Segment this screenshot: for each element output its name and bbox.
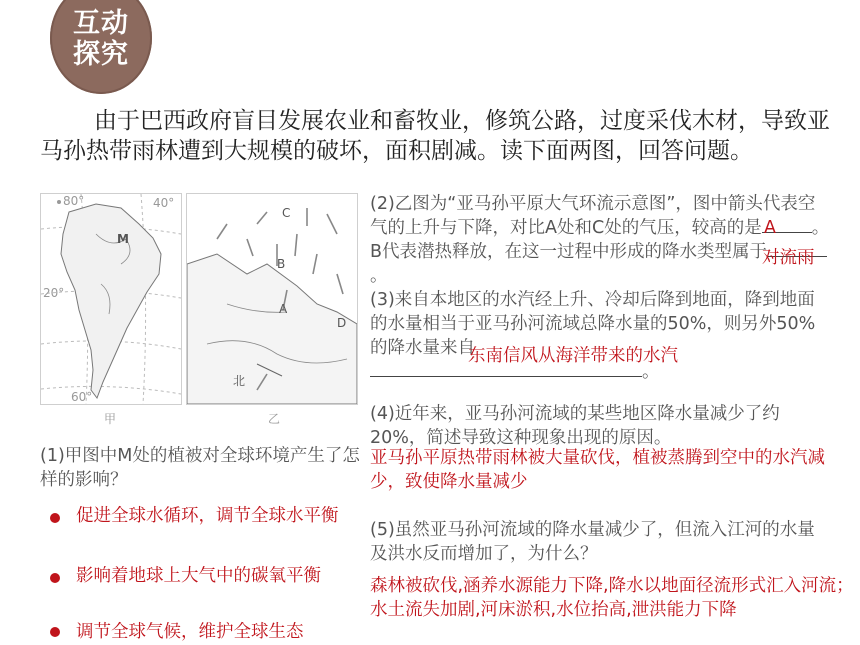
q2-part-3: 。 — [370, 266, 388, 286]
q1-bullet-1: 促进全球水循环，调节全球水平衡 — [76, 506, 339, 526]
lat-60-label: 60° — [71, 390, 93, 404]
north-label: 北 — [233, 374, 246, 388]
question-2 — [370, 192, 832, 288]
badge-title — [50, 8, 152, 70]
map-jia-caption: 甲 — [104, 412, 117, 426]
q2-answer-1: A — [764, 218, 776, 238]
question-1: (1)甲图中M处的植被对全球环境产生了怎样的影响？ — [40, 446, 360, 490]
lat-20-label: 20° — [43, 286, 65, 300]
question-4: (4)近年来，亚马孙河流域的某些地区降水量减少了约20%，简述导致这种现象出现的原因。 — [370, 404, 780, 448]
q2-part-2: 。B代表潜热释放，在这一过程中形成的降水类型属于 — [370, 218, 830, 262]
q2-part-1: (2)乙图为“亚马孙平原大气环流示意图”，图中箭头代表空气的上升与下降，对比A处和C处的气压，较高的是 — [370, 194, 816, 238]
c-label: C — [282, 206, 291, 220]
a-label: A — [279, 302, 288, 316]
map-jia — [40, 193, 182, 405]
q2-answer-2: 对流雨 — [762, 248, 815, 268]
d-label: D — [337, 316, 347, 330]
question-3 — [370, 288, 832, 384]
b-label: B — [277, 257, 286, 271]
badge-line-2: 探究 — [73, 39, 129, 70]
q3-answer: 东南信风从海洋带来的水汽 — [468, 346, 678, 366]
map-yi — [186, 193, 358, 405]
q1-bullet-2: 影响着地球上大气中的碳氧平衡 — [76, 566, 321, 586]
map-yi-caption: 乙 — [268, 412, 281, 426]
m-label: M — [117, 232, 129, 246]
circulation-diagram — [187, 194, 357, 404]
question-5: (5)虽然亚马孙河流域的降水量减少了，但流入江河的水量及洪水反而增加了，为什么？ — [370, 520, 815, 564]
lat-80-label: 80° — [63, 194, 85, 208]
q3-part-1: (3)来自本地区的水汽经上升、冷却后降到地面，降到地面的水量相当于亚马孙河流域总降水量的50%，则另外50%的降水量来自 — [370, 290, 816, 358]
q3-part-2: 。 — [642, 362, 660, 382]
q4-answer: 亚马孙平原热带雨林被大量砍伐，植被蒸腾到空中的水汽减少，致使降水量减少 — [370, 448, 825, 492]
q1-bullet-3: 调节全球气候，维护全球生态 — [76, 622, 304, 642]
bullet-dot-1 — [50, 513, 60, 523]
badge-line-1: 互动 — [73, 8, 129, 39]
section-badge — [50, 0, 152, 94]
bullet-dot-3 — [50, 627, 60, 637]
q5-answer: 森林被砍伐,涵养水源能力下降,降水以地面径流形式汇入河流；水土流失加剧,河床淤积,水位抬高,泄洪能力下降 — [370, 576, 854, 620]
bullet-dot-2 — [50, 573, 60, 583]
intro-paragraph: 由于巴西政府盲目发展农业和畜牧业，修筑公路，过度采伐木材，导致亚马孙热带雨林遭到大规模的破坏，面积剧减。读下面两图，回答问题。 — [40, 108, 830, 164]
lat-40-label: 40° — [153, 196, 175, 210]
